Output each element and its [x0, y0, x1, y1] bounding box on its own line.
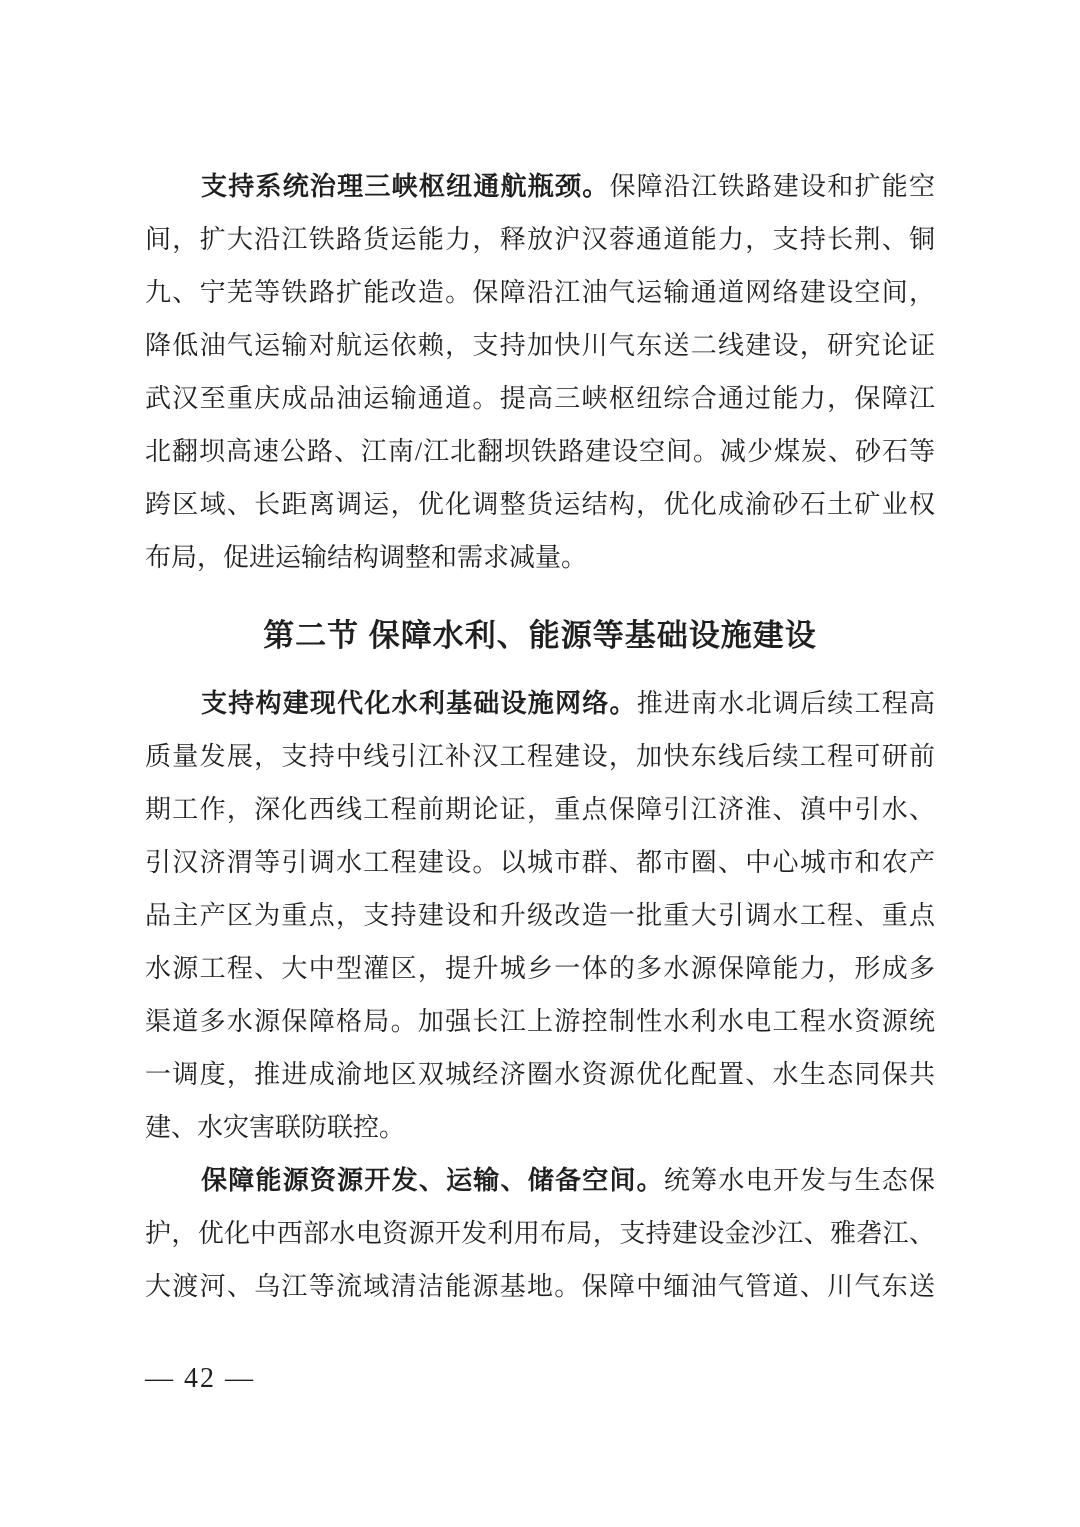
paragraph-3 — [145, 1154, 935, 1313]
page-body — [145, 160, 935, 1313]
paragraph-lead: 支持系统治理三峡枢纽通航瓶颈。 — [201, 172, 610, 201]
text-line: 渠道多水源保障格局。加强长江上游控制性水利水电工程水资源统 — [145, 1007, 935, 1036]
text-line: 引汉济渭等引调水工程建设。以城市群、都市圈、中心城市和农产 — [145, 848, 935, 877]
text-line: 建、水灾害联防联控。 — [145, 1113, 406, 1142]
text-line: 水源工程、大中型灌区，提升城乡一体的多水源保障能力，形成多 — [145, 954, 935, 983]
text-line: 北翻坝高速公路、江南/江北翻坝铁路建设空间。减少煤炭、砂石等 — [145, 437, 935, 466]
text-line — [145, 1154, 935, 1207]
paragraph-lead: 保障能源资源开发、运输、储备空间。 — [201, 1166, 664, 1195]
paragraph-1 — [145, 160, 935, 584]
text-line — [145, 160, 935, 213]
section-heading: 第二节 保障水利、能源等基础设施建设 — [263, 618, 817, 653]
text-line: 布局，促进运输结构调整和需求减量。 — [145, 543, 588, 572]
text-run: 推进南水北调后续工程高 — [636, 689, 935, 718]
text-line: 间，扩大沿江铁路货运能力，释放沪汉蓉通道能力，支持长荆、铜 — [145, 225, 935, 254]
paragraph-2 — [145, 677, 935, 1154]
text-line: 期工作，深化西线工程前期论证，重点保障引江济淮、滇中引水、 — [145, 795, 935, 824]
text-line: 一调度，推进成渝地区双城经济圈水资源优化配置、水生态同保共 — [145, 1060, 935, 1089]
text-line: 大渡河、乌江等流域清洁能源基地。保障中缅油气管道、川气东送 — [145, 1272, 935, 1301]
text-run: 统筹水电开发与生态保 — [663, 1166, 935, 1195]
text-line: 九、宁芜等铁路扩能改造。保障沿江油气运输通道网络建设空间， — [145, 278, 935, 307]
text-line: 护，优化中西部水电资源开发利用布局，支持建设金沙江、雅砻江、 — [145, 1219, 935, 1248]
paragraph-lead: 支持构建现代化水利基础设施网络。 — [201, 689, 637, 718]
text-line: 跨区域、长距离调运，优化调整货运结构，优化成渝砂石土矿业权 — [145, 490, 935, 519]
text-line: 降低油气运输对航运依赖，支持加快川气东送二线建设，研究论证 — [145, 331, 935, 360]
text-line: 武汉至重庆成品油运输通道。提高三峡枢纽综合通过能力，保障江 — [145, 384, 935, 413]
text-line: 品主产区为重点，支持建设和升级改造一批重大引调水工程、重点 — [145, 901, 935, 930]
text-line: 质量发展，支持中线引江补汉工程建设，加快东线后续工程可研前 — [145, 742, 935, 771]
text-run: 保障沿江铁路建设和扩能空 — [609, 172, 935, 201]
text-line — [145, 677, 935, 730]
page-number: — 42 — — [145, 1363, 255, 1394]
